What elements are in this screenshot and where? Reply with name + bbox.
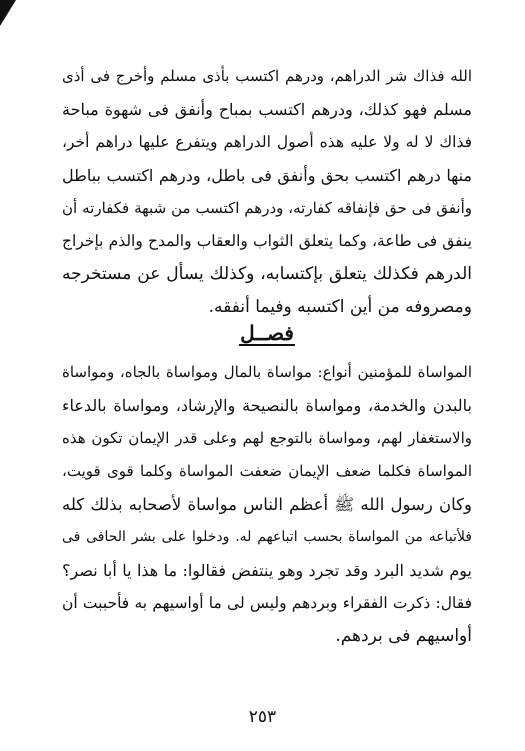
paragraph-consolation	[62, 356, 472, 653]
text-line: فذاك لا له ولا عليه هذه أصول الدراهم ويتفرع عليها دراهم أخر،	[62, 133, 472, 151]
text-line: فلأتباعه من المواساة بحسب اتباعهم له. ودخلوا على بشر الحافى فى	[62, 529, 472, 545]
page-number: ٢٥٣	[248, 707, 277, 727]
text-line: بالبدن والخدمة، ومواساة بالنصيحة والإرشاد، ومواساة بالدعاء	[62, 396, 472, 415]
text-line: والاستغفار لهم، ومواساة بالتوجع لهم وعلى قدر الإيمان تكون هذه	[62, 429, 472, 447]
text-line: المواساة فكلما ضعف الإيمان ضعفت المواساة وكلما قوى قويت،	[62, 462, 472, 480]
text-line: مسلم فهو كذلك، ودرهم اكتسب بمباح وأنفق فى شهوة مباحة	[62, 100, 472, 119]
section-heading	[62, 318, 472, 346]
text-line: منها درهم اكتسب بحق وأنفق فى باطل، ودرهم اكتسب بباطل	[62, 166, 472, 185]
text-line: الله فذاك شر الدراهم، ودرهم اكتسب بأذى مسلم وأخرج فى أذى	[62, 67, 472, 85]
text-line: المواساة للمؤمنين أنواع: مواساة بالمال ومواساة بالجاه، ومواساة	[62, 363, 472, 381]
paragraph-dirhams	[62, 60, 472, 324]
text-line: يوم شديد البرد وقد تجرد وهو ينتفض فقالوا: ما هذا يا أبا نصر؟	[62, 561, 472, 580]
text-line: فقال: ذكرت الفقراء وبردهم وليس لى ما أواسيهم به فأحببت أن	[62, 594, 472, 612]
text-line: الدرهم فكذلك يتعلق بإكتسابه، وكذلك يسأل عن مستخرجه	[62, 264, 472, 284]
text-line: وكان رسول الله ﷺ أعظم الناس مواساة لأصحابه بذلك كله	[62, 495, 472, 514]
text-line: ومصروفه من أين اكتسبه وفيما أنفقه.	[208, 297, 472, 317]
text-line: وأنفق فى حق فإنفاقه كفارته، ودرهم اكتسب من شبهة فكفارته أن	[62, 199, 472, 217]
page-corner-mark	[0, 0, 16, 26]
section-heading-text: فصــل	[240, 321, 294, 345]
text-line: ينفق فى طاعة، وكما يتعلق الثواب والعقاب والمدح والذم بإخراج	[62, 232, 472, 250]
text-line: أواسيهم فى بردهم.	[335, 626, 472, 646]
